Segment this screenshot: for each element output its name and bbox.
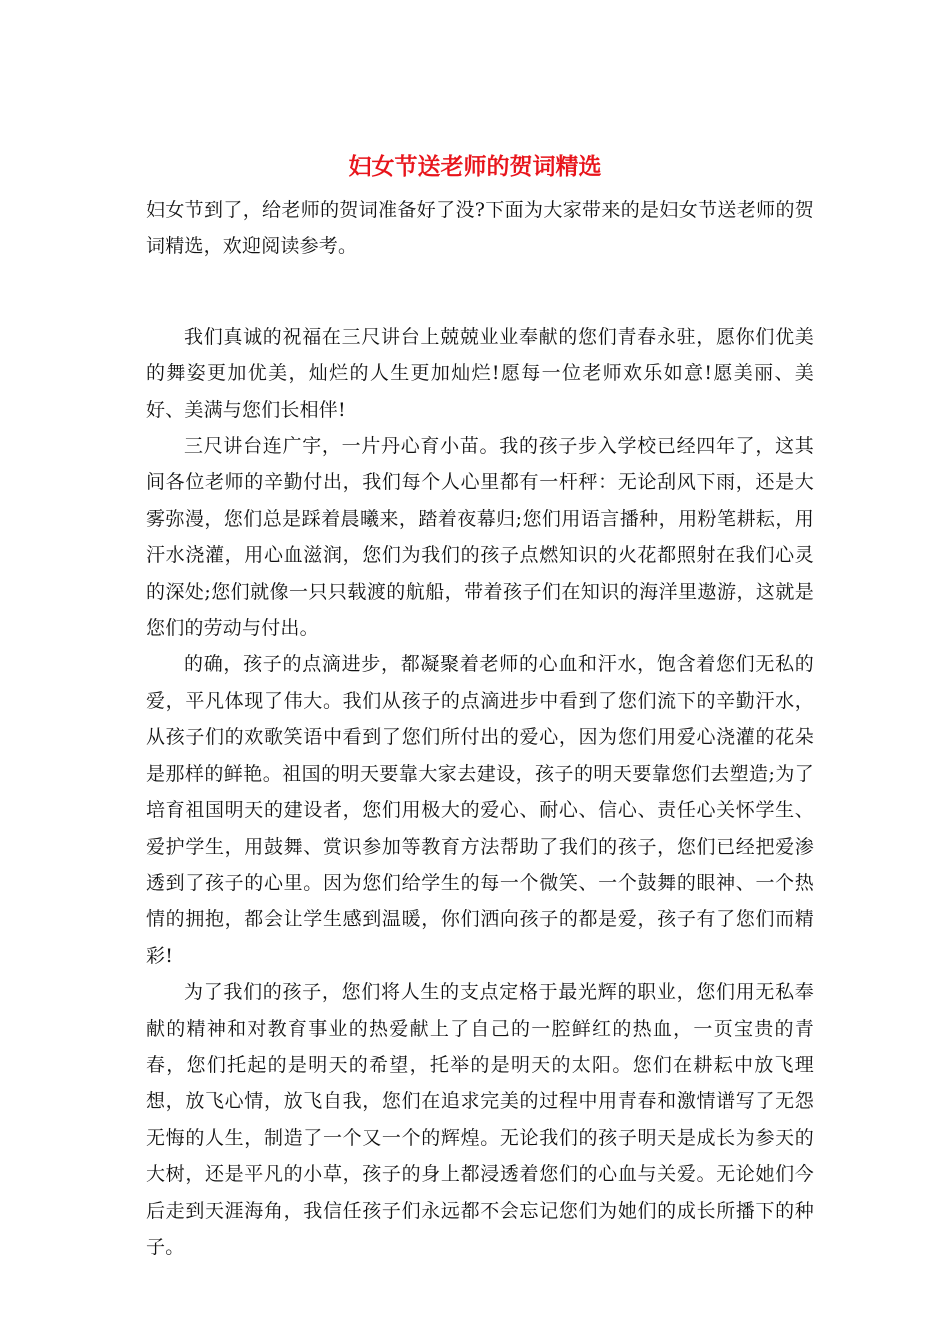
document-body: [146, 192, 814, 1265]
body-paragraph: 的确，孩子的点滴进步，都凝聚着老师的心血和汗水，饱含着您们无私的爱，平凡体现了伟大。我们从孩子的点滴进步中看到了您们流下的辛勤汗水，从孩子们的欢歌笑语中看到了您们所付出的爱心，因为您们用爱心浇灌的花朵是那样的鲜艳。祖国的明天要靠大家去建设，孩子的明天要靠您们去塑造;为了培育祖国明天的建设者，您们用极大的爱心、耐心、信心、责任心关怀学生、爱护学生，用鼓舞、赏识参加等教育方法帮助了我们的孩子，您们已经把爱渗透到了孩子的心里。因为您们给学生的每一个微笑、一个鼓舞的眼神、一个热情的拥抱，都会让学生感到温暖，你们洒向孩子的都是爱，孩子有了您们而精彩!: [146, 653, 814, 967]
body-paragraph: 三尺讲台连广宇，一片丹心育小苗。我的孩子步入学校已经四年了，这其间各位老师的辛勤付出，我们每个人心里都有一杆秤：无论刮风下雨，还是大雾弥漫，您们总是踩着晨曦来，踏着夜幕归;您们用语言播种，用粉笔耕耘，用汗水浇灌，用心血滋润，您们为我们的孩子点燃知识的火花都照射在我们心灵的深处;您们就像一只只载渡的航船，带着孩子们在知识的海洋里遨游，这就是您们的劳动与付出。: [146, 435, 814, 640]
body-paragraph: 我们真诚的祝福在三尺讲台上兢兢业业奉献的您们青春永驻，愿你们优美的舞姿更加优美，灿烂的人生更加灿烂!愿每一位老师欢乐如意!愿美丽、美好、美满与您们长相伴!: [146, 325, 814, 421]
body-paragraph: 为了我们的孩子，您们将人生的支点定格于最光辉的职业，您们用无私奉献的精神和对教育事业的热爱献上了自己的一腔鲜红的热血，一页宝贵的青春，您们托起的是明天的希望，托举的是明天的太阳。您们在耕耘中放飞理想，放飞心情，放飞自我，您们在追求完美的过程中用青春和激情谱写了无怨无悔的人生，制造了一个又一个的辉煌。无论我们的孩子明天是成长为参天的大树，还是平凡的小草，孩子的身上都浸透着您们的心血与关爱。无论她们今后走到天涯海角，我信任孩子们永远都不会忘记您们为她们的成长所播下的种子。: [146, 981, 814, 1258]
page-title: 妇女节送老师的贺词精选: [348, 153, 602, 180]
intro-paragraph: 妇女节到了，给老师的贺词准备好了没?下面为大家带来的是妇女节送老师的贺词精选，欢迎阅读参考。: [146, 199, 814, 258]
